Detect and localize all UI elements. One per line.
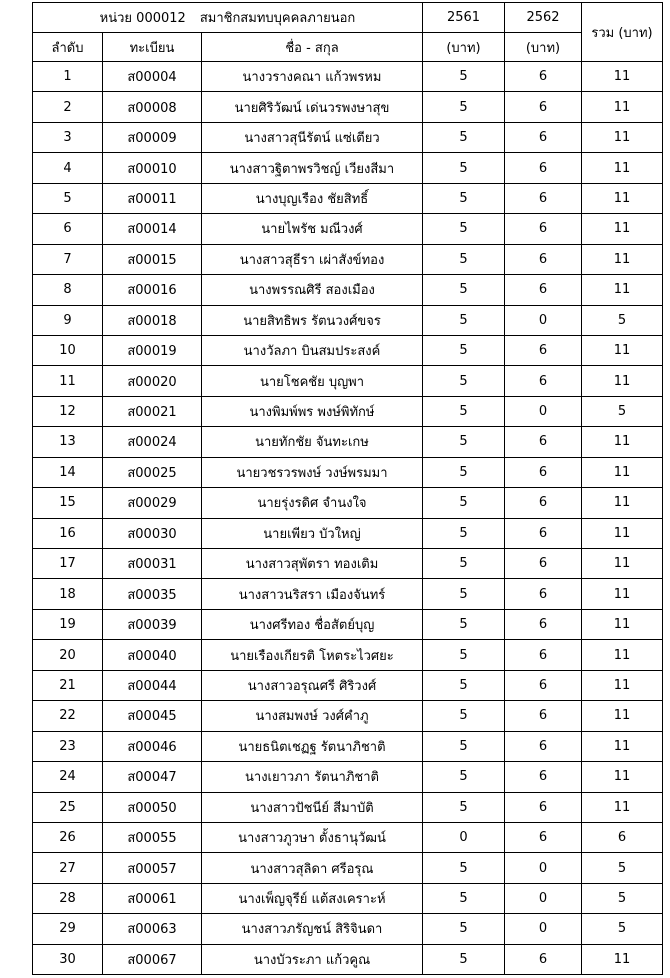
name-cell: นางวรางคณา แก้วพรหม [202,62,423,92]
name-cell: นางสาวสุธีรา เผ่าสังข์ทอง [202,244,423,274]
seq-cell: 28 [33,883,103,913]
registration-cell: ส00031 [103,549,202,579]
amount-2562-cell: 6 [505,579,582,609]
table-row [33,335,663,365]
registration-cell: ส00014 [103,214,202,244]
seq-cell: 13 [33,427,103,457]
seq-cell: 24 [33,762,103,792]
registration-cell: ส00009 [103,122,202,152]
name-cell: นายศิริวัฒน์ เด่นวรพงษาสุข [202,92,423,122]
total-cell: 11 [582,701,663,731]
seq-cell: 18 [33,579,103,609]
amount-2561-cell: 5 [423,549,505,579]
total-cell: 11 [582,214,663,244]
amount-2561-cell: 5 [423,609,505,639]
amount-2562-cell: 0 [505,914,582,944]
registration-cell: ส00010 [103,153,202,183]
amount-2562-cell: 6 [505,427,582,457]
registration-cell: ส00011 [103,183,202,213]
total-cell: 11 [582,549,663,579]
total-cell: 11 [582,944,663,974]
registration-cell: ส00039 [103,609,202,639]
name-cell: นางสาวอรุณศรี ศิริวงศ์ [202,670,423,700]
registration-cell: ส00015 [103,244,202,274]
registration-cell: ส00018 [103,305,202,335]
name-cell: นางเพ็ญจุรีย์ แต้สงเคราะห์ [202,883,423,913]
table-row [33,214,663,244]
name-cell: นางสาวสุนีรัตน์ แซ่เตียว [202,122,423,152]
total-cell: 11 [582,244,663,274]
name-cell: นางสาวปัชนีย์ สีมาบัติ [202,792,423,822]
amount-2562-cell: 6 [505,792,582,822]
table-row [33,822,663,852]
seq-cell: 19 [33,609,103,639]
registration-cell: ส00057 [103,853,202,883]
seq-cell: 30 [33,944,103,974]
amount-2561-cell: 5 [423,122,505,152]
registration-cell: ส00024 [103,427,202,457]
name-cell: นางสาวสุลิดา ศรีอรุณ [202,853,423,883]
seq-cell: 26 [33,822,103,852]
table-row [33,457,663,487]
name-cell: นายเรืองเกียรติ โหตระไวศยะ [202,640,423,670]
table-row [33,275,663,305]
amount-2562-cell: 6 [505,518,582,548]
total-cell: 11 [582,457,663,487]
name-cell: นางบุญเรือง ชัยสิทธิ์ [202,183,423,213]
registration-cell: ส00050 [103,792,202,822]
amount-2562-cell: 0 [505,853,582,883]
year-2561-header: 2561 [423,3,505,33]
contribution-table [32,2,663,975]
amount-2562-cell: 6 [505,701,582,731]
amount-2562-cell: 6 [505,488,582,518]
registration-cell: ส00061 [103,883,202,913]
registration-cell: ส00025 [103,457,202,487]
amount-2562-cell: 6 [505,366,582,396]
amount-2561-cell: 5 [423,579,505,609]
table-row [33,944,663,974]
registration-cell: ส00008 [103,92,202,122]
total-cell: 11 [582,92,663,122]
total-cell: 11 [582,153,663,183]
registration-cell: ส00047 [103,762,202,792]
name-header: ชื่อ - สกุล [202,33,423,62]
name-cell: นายสิทธิพร รัตนวงศ์ขจร [202,305,423,335]
name-cell: นางศรีทอง ชื่อสัตย์บุญ [202,609,423,639]
registration-cell: ส00044 [103,670,202,700]
name-cell: นางสาวนริสรา เมืองจันทร์ [202,579,423,609]
name-cell: นางพิมพ์พร พงษ์พิทักษ์ [202,396,423,426]
total-cell: 5 [582,305,663,335]
registration-cell: ส00067 [103,944,202,974]
name-cell: นายเพียว บัวใหญ่ [202,518,423,548]
name-cell: นางพรรณศิรี สองเมือง [202,275,423,305]
table-row [33,792,663,822]
total-cell: 11 [582,518,663,548]
registration-cell: ส00045 [103,701,202,731]
total-cell: 11 [582,731,663,761]
table-row [33,366,663,396]
total-cell: 11 [582,792,663,822]
table-row [33,305,663,335]
amount-2562-cell: 6 [505,640,582,670]
amount-2561-cell: 5 [423,396,505,426]
amount-2561-cell: 5 [423,153,505,183]
amount-2561-cell: 5 [423,883,505,913]
seq-cell: 6 [33,214,103,244]
name-cell: นายรุ่งรดิศ จำนงใจ [202,488,423,518]
amount-2562-cell: 6 [505,731,582,761]
seq-cell: 15 [33,488,103,518]
amount-2561-cell: 5 [423,762,505,792]
amount-2562-cell: 6 [505,762,582,792]
amount-2562-cell: 6 [505,244,582,274]
total-cell: 11 [582,275,663,305]
amount-2561-cell: 5 [423,92,505,122]
table-row [33,853,663,883]
amount-2562-cell: 0 [505,305,582,335]
seq-cell: 12 [33,396,103,426]
amount-2562-cell: 6 [505,214,582,244]
amount-2562-cell: 6 [505,335,582,365]
name-cell: นางวัลภา บินสมประสงค์ [202,335,423,365]
registration-cell: ส00004 [103,62,202,92]
registration-cell: ส00063 [103,914,202,944]
table-row [33,670,663,700]
amount-2562-cell: 6 [505,122,582,152]
amount-2561-cell: 5 [423,244,505,274]
amount-2562-cell: 6 [505,944,582,974]
unit-title: สมาชิกสมทบบุคคลภายนอก [199,11,356,26]
table-row [33,244,663,274]
header-row-2 [33,33,663,62]
amount-2562-cell: 6 [505,153,582,183]
amount-2562-cell: 6 [505,457,582,487]
amount-2562-cell: 6 [505,609,582,639]
total-cell: 11 [582,762,663,792]
reg-header: ทะเบียน [103,33,202,62]
seq-cell: 16 [33,518,103,548]
total-cell: 6 [582,822,663,852]
table-row [33,883,663,913]
seq-cell: 23 [33,731,103,761]
table-row [33,701,663,731]
amount-2561-cell: 5 [423,914,505,944]
seq-cell: 10 [33,335,103,365]
amount-2562-cell: 6 [505,275,582,305]
name-cell: นางสาวสุพัตรา ทองเติม [202,549,423,579]
seq-cell: 1 [33,62,103,92]
table-row [33,579,663,609]
total-cell: 11 [582,122,663,152]
unit-title-cell [33,3,423,33]
unit-label: หน่วย 000012 [99,11,186,26]
total-cell: 5 [582,914,663,944]
total-cell: 5 [582,853,663,883]
seq-cell: 17 [33,549,103,579]
seq-cell: 29 [33,914,103,944]
name-cell: นายโชคชัย บุญพา [202,366,423,396]
amount-2561-cell: 5 [423,366,505,396]
amount-2561-cell: 5 [423,305,505,335]
amount-2561-cell: 0 [423,822,505,852]
amount-2561-cell: 5 [423,853,505,883]
amount-2562-cell: 6 [505,62,582,92]
table-row [33,488,663,518]
name-cell: นางสมพงษ์ วงศ์คำภู [202,701,423,731]
table-row [33,153,663,183]
registration-cell: ส00040 [103,640,202,670]
amount-2561-cell: 5 [423,275,505,305]
seq-cell: 22 [33,701,103,731]
registration-cell: ส00016 [103,275,202,305]
total-cell: 11 [582,335,663,365]
total-cell: 5 [582,396,663,426]
table-row [33,183,663,213]
table-row [33,549,663,579]
seq-cell: 5 [33,183,103,213]
table-row [33,914,663,944]
amount-2562-cell: 0 [505,396,582,426]
total-cell: 11 [582,670,663,700]
amount-2562-cell: 6 [505,822,582,852]
name-cell: นางสาวภูวษา ตั้งธานุวัฒน์ [202,822,423,852]
total-cell: 11 [582,366,663,396]
table-row [33,62,663,92]
amount-2561-cell: 5 [423,62,505,92]
seq-cell: 14 [33,457,103,487]
name-cell: นางสาวฐิตาพรวิชญ์ เวียงสีมา [202,153,423,183]
table-row [33,92,663,122]
seq-cell: 9 [33,305,103,335]
amount-2562-cell: 0 [505,883,582,913]
name-cell: นางบัวระภา แก้วคูณ [202,944,423,974]
amount-2561-cell: 5 [423,183,505,213]
amount-2561-cell: 5 [423,214,505,244]
unit-2561-header: (บาท) [423,33,505,62]
amount-2562-cell: 6 [505,549,582,579]
amount-2562-cell: 6 [505,670,582,700]
table-row [33,762,663,792]
table-row [33,122,663,152]
seq-cell: 4 [33,153,103,183]
amount-2561-cell: 5 [423,518,505,548]
table-row [33,731,663,761]
seq-cell: 25 [33,792,103,822]
year-2562-header: 2562 [505,3,582,33]
total-header: รวม (บาท) [582,3,663,62]
amount-2562-cell: 6 [505,183,582,213]
name-cell: นางเยาวภา รัตนาภิชาติ [202,762,423,792]
table-body [33,62,663,975]
registration-cell: ส00019 [103,335,202,365]
total-cell: 11 [582,427,663,457]
total-cell: 11 [582,183,663,213]
name-cell: นายทักชัย จันทะเกษ [202,427,423,457]
table-row [33,640,663,670]
registration-cell: ส00046 [103,731,202,761]
registration-cell: ส00020 [103,366,202,396]
total-cell: 11 [582,579,663,609]
total-cell: 5 [582,883,663,913]
seq-cell: 7 [33,244,103,274]
amount-2561-cell: 5 [423,944,505,974]
seq-header: ลำดับ [33,33,103,62]
seq-cell: 11 [33,366,103,396]
seq-cell: 20 [33,640,103,670]
total-cell: 11 [582,488,663,518]
amount-2561-cell: 5 [423,335,505,365]
seq-cell: 2 [33,92,103,122]
amount-2561-cell: 5 [423,701,505,731]
registration-cell: ส00021 [103,396,202,426]
table-row [33,518,663,548]
table-row [33,609,663,639]
registration-cell: ส00030 [103,518,202,548]
name-cell: นางสาวภรัญชน์ สิริจินดา [202,914,423,944]
amount-2561-cell: 5 [423,427,505,457]
name-cell: นายไพรัช มณีวงศ์ [202,214,423,244]
amount-2561-cell: 5 [423,792,505,822]
seq-cell: 3 [33,122,103,152]
amount-2561-cell: 5 [423,640,505,670]
total-cell: 11 [582,609,663,639]
amount-2562-cell: 6 [505,92,582,122]
seq-cell: 27 [33,853,103,883]
seq-cell: 21 [33,670,103,700]
registration-cell: ส00035 [103,579,202,609]
seq-cell: 8 [33,275,103,305]
amount-2561-cell: 5 [423,457,505,487]
name-cell: นายวชรวรพงษ์ วงษ์พรมมา [202,457,423,487]
table-row [33,427,663,457]
name-cell: นายธนิตเชฏฐ รัตนาภิชาติ [202,731,423,761]
total-cell: 11 [582,640,663,670]
total-cell: 11 [582,62,663,92]
header-row-1 [33,3,663,33]
amount-2561-cell: 5 [423,731,505,761]
table-row [33,396,663,426]
registration-cell: ส00055 [103,822,202,852]
amount-2561-cell: 5 [423,488,505,518]
amount-2561-cell: 5 [423,670,505,700]
registration-cell: ส00029 [103,488,202,518]
unit-2562-header: (บาท) [505,33,582,62]
